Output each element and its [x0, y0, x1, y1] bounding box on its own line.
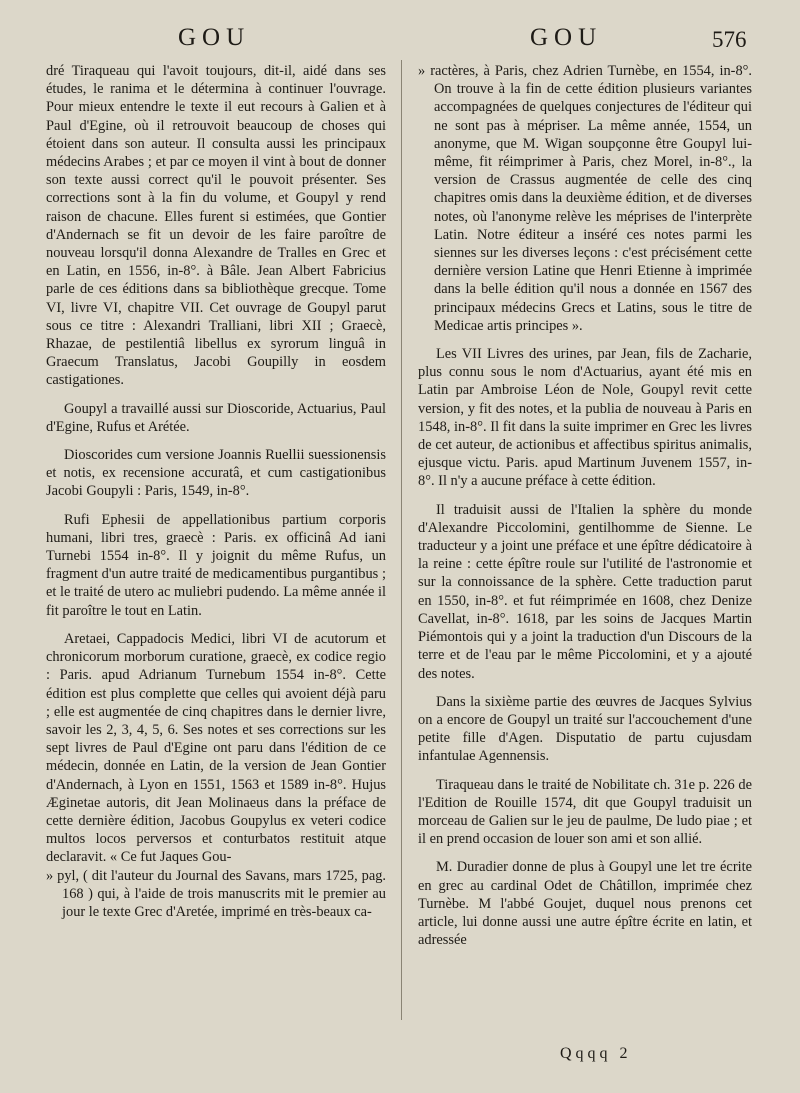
paragraph: Rufi Ephesii de appellationibus partium corporis humani, libri tres, graecè : Paris. ex officinâ Ad iani Turnebi 1554 in-8°. Il y joignit du même Rufus, un fragment d'un autre traité de medicamentibus purgantibus ; et le traité de utero ac muliebri pudendo. La même année il fit paroître le tout en Latin. [46, 511, 386, 619]
paragraph: Il traduisit aussi de l'Italien la sphère du monde d'Alexandre Piccolomini, gentilhomme de Sienne. Le traducteur y a joint une préface et une épître dédicatoire à la reine : cette épître roule sur l'utilité de l'astronomie et sur la connoissance de la sphère. Cette traduction parut en 1550, in-8°. et fut réimprimée en 1608, chez Denize Cavellat, in-8°. 1618, par les soins de Jacques Martin Piémontois qui y a joint la traduction d'un Discours de la terre et de l'eau par le même Piccolomini, et y a ajouté des notes. [418, 501, 752, 682]
paragraph: M. Duradier donne de plus à Goupyl une let tre écrite en grec au cardinal Odet de Châtillon, imprimée chez Turnèbe. M l'abbé Goujet, duquel nous prenons cet article, lui donne aussi une autre épître écrite en latin, et adressée [418, 859, 752, 949]
quote-text: » ractères, à Paris, chez Adrien Turnèbe, en 1554, in-8°. On trouve à la fin de cette édition plusieurs variantes accompagnées de quelques conjectures de l'éditeur qui ne sont pas à mépriser. La même année, 1554, un anonyme, que M. Wigan soupçonne être Goupyl lui-même, fit réimprimer à Paris, chez Morel, in-8°., la version de Crassus augmentée de celle des cinq chapitres omis dans la deuxième édition, et de diverses notes, où l'anonyme relève les méprises de l'interprète Latin. Notre éditeur a inséré ces notes parmi les siennes sur les diverses leçons : c'est précisément cette dernière version Latine que Henri Etienne à imprimée dans la belle édition qu'il nous a donnée en 1567 des principaux médecins Grecs et Latins, sous le titre de Medicae artis principes ». [418, 62, 752, 335]
header-right: GOU [530, 24, 603, 51]
header-left: GOU [178, 24, 251, 51]
paragraph: dré Tiraqueau qui l'avoit toujours, dit-il, aidé dans ses études, le ranima et le détermina à continuer l'ouvrage. Pour mieux entendre le texte il eut recours à Galien et à Paul d'Egine, où il retrouvoit beaucoup de choses qui étoient dans son auteur. Il consulta aussi les principaux médecins Arabes ; et par ce moyen il vint à bout de donner son texte aussi correct qu'il le pouvoit présenter. Ses corrections sont à la fin du volume, et Goupyl y rend raison de chacune. Elles furent si estimées, que Gontier d'Andernach se fit un devoir de les faire paroître de nouveau lorsqu'il donna Alexandre de Tralles en Grec et en Latin, en 1556, in-8°. à Bâle. Jean Albert Fabricius parle de ces éditions dans sa bibliothèque grecque. Tome VI, livre VI, chapitre VII. Cet ouvrage de Goupyl parut sous ce titre : Alexandri Tralliani, libri XII ; Graecè, Rhazae, de pestilentiâ libellus ex syrorum linguâ in Graecum Translatus, Jacobi Goupilly in eosdem castigationes. [46, 63, 386, 389]
paragraph: Aretaei, Cappadocis Medici, libri VI de acutorum et chronicorum morborum curatione, graecè, ex codice regio : Paris. apud Adrianum Turnebum 1554 in-8°. Cette édition est plus complette que celles qui avoient déjà paru ; elle est augmentée de cinq chapitres dans le dernier livre, savoir les 2, 3, 4, 5, 6. Ses notes et ses corrections sur les sept livres de Paul d'Egine ont paru dans l'édition de ce médecin, donnée en Latin, de la version de Jean Gontier d'Andernach, à Lyon en 1551, 1563 et 1589 in-8°. Hujus Æginetae autoris, dit Jean Molinaeus dans la préface de cette dernière édition, Jacobus Goupylus ex veteri codice multos locos perversos et conturbatos restituit atque declaravit. « Ce fut Jaques Gou- [46, 630, 386, 866]
paragraph: Goupyl a travaillé aussi sur Dioscoride, Actuarius, Paul d'Egine, Rufus et Arétée. [46, 400, 386, 435]
quotation [418, 62, 752, 335]
quotation [46, 867, 386, 922]
paragraph: Les VII Livres des urines, par Jean, fils de Zacharie, plus connu sous le nom d'Actuarius, ayant été mis en Latin par Ambroise Léon de Nole, Goupyl revit cette version, y fit des notes, et la publia de nouveau à Paris en 1548, in-8°. Il fit dans la suite imprimer en Grec les livres de cet auteur, de actionibus et affectibus spiritus animalis, ejusque victu. Paris. apud Martinum Juvenem 1557, in-8°. Il n'y a aucune préface à cette édition. [418, 346, 752, 490]
column-divider [401, 60, 402, 1020]
paragraph: Tiraqueau dans le traité de Nobilitate ch. 31e p. 226 de l'Edition de Rouille 1574, dit que Goupyl traduisit un morceau de Galien sur le jeu de paulme, De ludo piae ; et il en prend occasion de louer son ami et son allié. [418, 776, 752, 848]
left-column [46, 62, 386, 921]
running-header [0, 24, 800, 58]
page-number: 576 [712, 27, 747, 52]
quote-text: » pyl, ( dit l'auteur du Journal des Savans, mars 1725, pag. 168 ) qui, à l'aide de trois manuscrits mit le premier au jour le texte Grec d'Aretée, imprimé en très-beaux ca- [46, 867, 386, 922]
signature-mark: Qqqq 2 [560, 1045, 632, 1062]
paragraph: Dans la sixième partie des œuvres de Jacques Sylvius on a encore de Goupyl un traité sur l'accouchement d'une petite fille d'Agen. Disputatio de partu cujusdam infantulae Agennensis. [418, 693, 752, 765]
paragraph: Dioscorides cum versione Joannis Ruellii suessionensis et notis, ex recensione accuratâ, et cum castigationibus Jacobi Goupyli : Paris, 1549, in-8°. [46, 447, 386, 500]
right-column [418, 62, 752, 949]
